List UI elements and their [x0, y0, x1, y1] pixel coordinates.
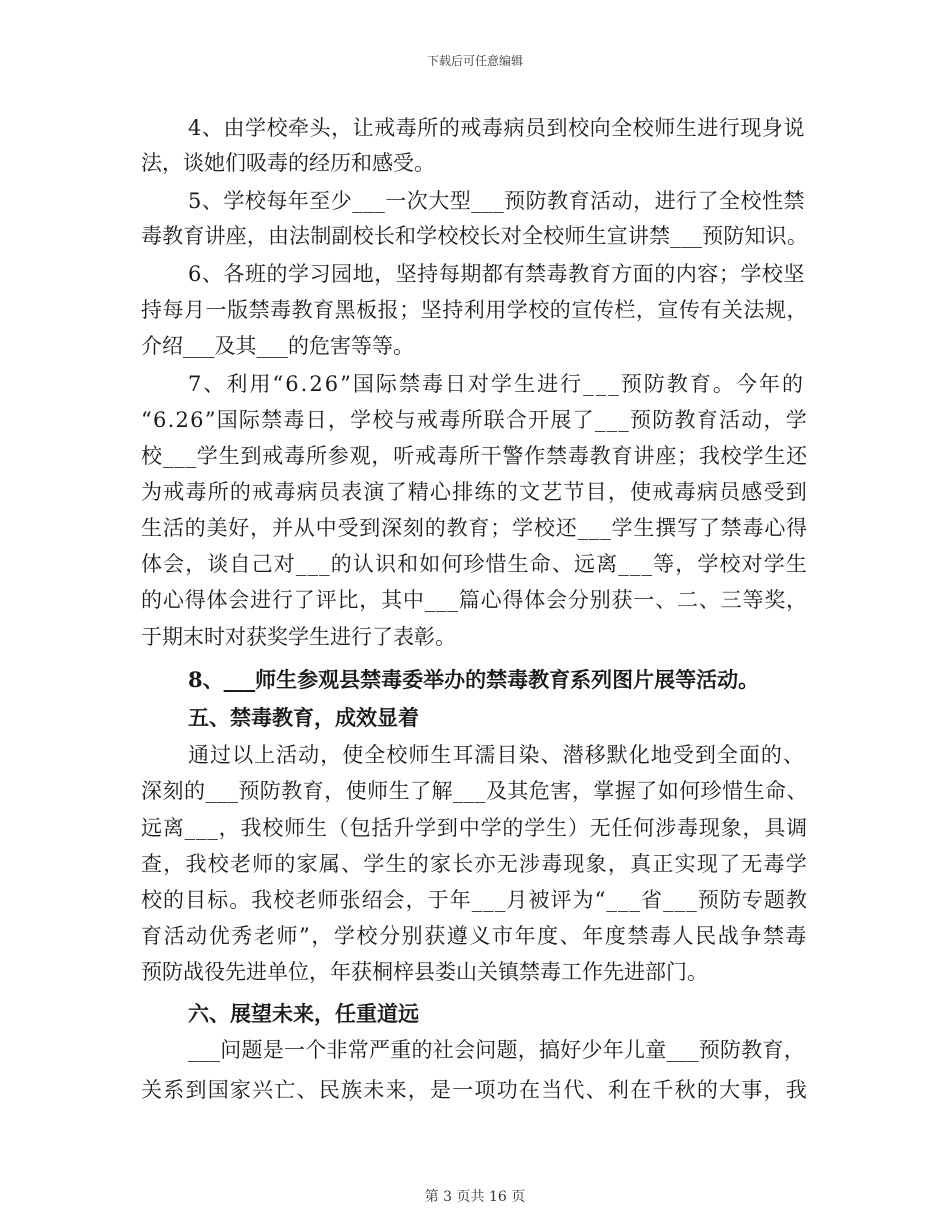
page-footer: 第 3 页共 16 页 — [424, 1189, 526, 1205]
text-line: ___问题是一个非常严重的社会问题，搞好少年儿童___预防教育， — [188, 1038, 805, 1062]
text-line: 法，谈她们吸毒的经历和感受。 — [141, 151, 435, 175]
text-line: 6、各班的学习园地，坚持每期都有禁毒教育方面的内容；学校坚 — [188, 262, 805, 286]
text-line: 关系到国家兴亡、民族未来，是一项功在当代、利在千秋的大事，我 — [141, 1078, 808, 1102]
text-line: 5、学校每年至少___一次大型___预防教育活动，进行了全校性禁 — [188, 189, 805, 213]
text-line: 4、由学校牵头，让戒毒所的戒毒病员到校向全校师生进行现身说 — [188, 116, 805, 140]
text-line: 介绍___及其___的危害等等。 — [141, 334, 414, 358]
text-line: 生活的美好，并从中受到深刻的教育；学校还___学生撰写了禁毒心得 — [141, 516, 808, 540]
text-line: 体会，谈自己对___的认识和如何珍惜生命、远离___等，学校对学生 — [141, 552, 808, 576]
text-line: 查，我校老师的家属、学生的家长亦无涉毒现象，真正实现了无毒学 — [141, 852, 808, 876]
text-line: 预防战役先进单位，年获桐梓县娄山关镇禁毒工作先进部门。 — [141, 960, 708, 984]
text-line: 育活动优秀老师”，学校分别获遵义市年度、年度禁毒人民战争禁毒 — [141, 924, 808, 948]
text-line: 校___学生到戒毒所参观，听戒毒所干警作禁毒教育讲座；我校学生还 — [141, 444, 808, 468]
section-heading: 六、展望未来，任重道远 — [188, 1001, 419, 1026]
bold-text-line: 8、___师生参观县禁毒委举办的禁毒教育系列图片展等活动。 — [188, 667, 760, 692]
text-line: “6.26”国际禁毒日，学校与戒毒所联合开展了___预防教育活动，学 — [141, 408, 808, 432]
text-line: 于期末时对获奖学生进行了表彰。 — [141, 625, 456, 649]
text-line: 的心得体会进行了评比，其中___篇心得体会分别获一、二、三等奖， — [141, 588, 808, 612]
text-line: 持每月一版禁毒教育黑板报；坚持利用学校的宣传栏，宣传有关法规， — [141, 298, 808, 322]
section-heading: 五、禁毒教育，成效显着 — [188, 705, 419, 730]
page-header: 下载后可任意编辑 — [426, 54, 523, 68]
text-line: 毒教育讲座，由法制副校长和学校校长对全校师生宣讲禁___预防知识。 — [141, 224, 808, 248]
text-line: 深刻的___预防教育，使师生了解___及其危害，掌握了如何珍惜生命、 — [141, 779, 808, 803]
text-line: 为戒毒所的戒毒病员表演了精心排练的文艺节目，使戒毒病员感受到 — [141, 480, 808, 504]
text-line: 7、利用“6.26”国际禁毒日对学生进行___预防教育。今年的 — [188, 372, 805, 396]
text-line: 通过以上活动，使全校师生耳濡目染、潜移默化地受到全面的、 — [188, 743, 805, 767]
text-line: 校的目标。我校老师张绍会，于年___月被评为“___省___预防专题教 — [141, 888, 808, 912]
text-line: 远离___，我校师生（包括升学到中学的学生）无任何涉毒现象，具调 — [141, 816, 808, 840]
